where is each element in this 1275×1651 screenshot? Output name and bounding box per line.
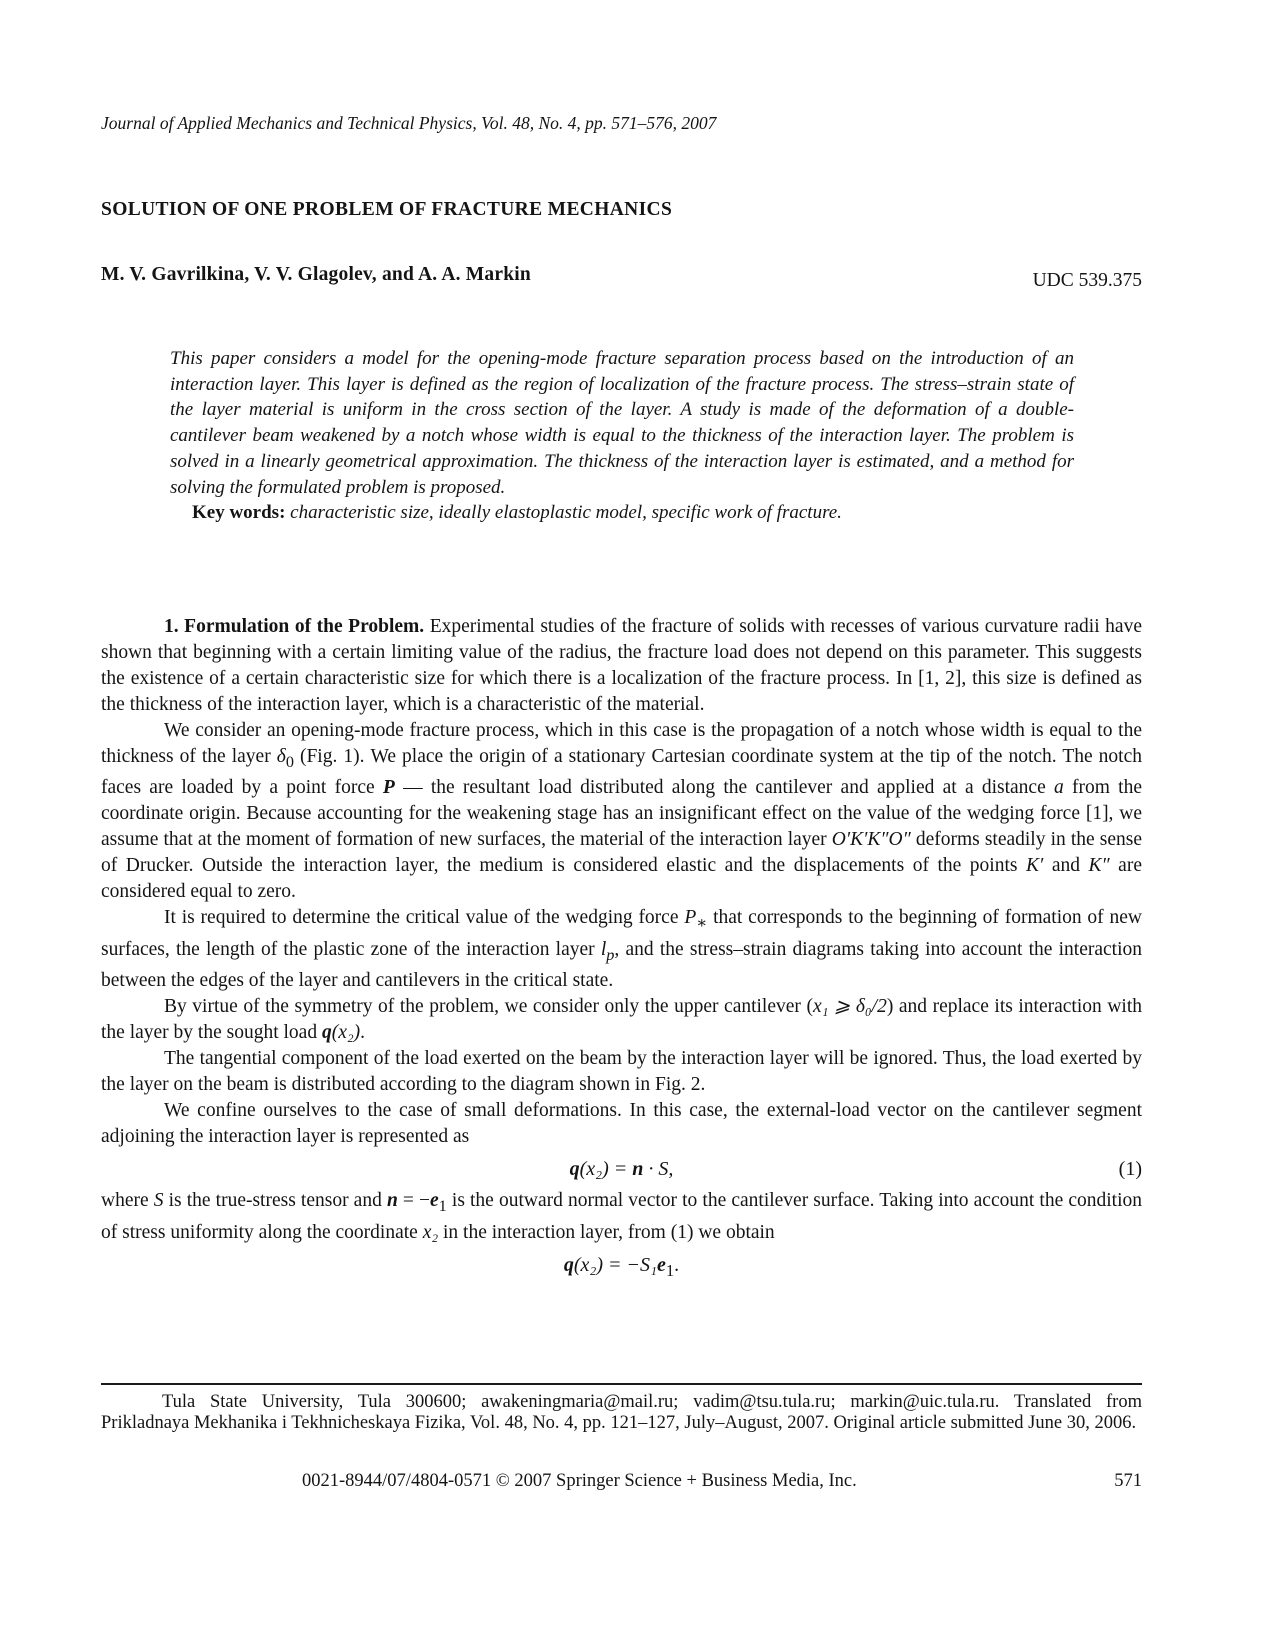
paragraph-text: By virtue of the symmetry of the problem, we consider only the upper cantilever ( — [164, 996, 813, 1018]
paragraph-text: — the resultant load distributed along the cantilever and applied at a distance — [394, 777, 1054, 799]
paragraph-text: It is required to determine the critical value of the wedging force — [164, 906, 685, 928]
paragraph-text: from the coordinate origin. Because accounting for the weakening stage has an insignificant effect on the value of the wedging force [1], we assume that at the moment of formation of new surfaces, the material of the interaction layer — [101, 777, 1142, 851]
math-var: S — [153, 1189, 164, 1211]
paragraph-1 — [101, 614, 1142, 718]
paragraph-text: . — [360, 1022, 365, 1044]
math-subscript: ∗ — [696, 913, 708, 932]
paragraph-text: (Fig. 1). We place the origin of a stationary Cartesian coordinate system at the tip of the notch. The notch faces are loaded by a point force — [101, 745, 1142, 799]
math-inline: = − — [397, 1189, 431, 1211]
math-vector: n — [632, 1157, 644, 1180]
udc-code: UDC 539.375 — [1032, 270, 1142, 291]
keywords-label: Key words: — [192, 502, 286, 524]
paragraph-text: are considered equal to zero. — [101, 855, 1142, 902]
abstract — [170, 346, 1074, 526]
math-var: a — [1054, 777, 1064, 799]
math-var: K′ — [1026, 855, 1044, 877]
math-var: O′K′K″O″ — [831, 829, 911, 851]
math-inline: x₁ ⩾ δ₀/2 — [812, 996, 887, 1018]
paragraph-text: We consider an opening-mode fracture process, which in this case is the propagation of a notch whose width is equal to the thickness of the layer — [101, 719, 1142, 767]
math-vector: q — [563, 1253, 574, 1276]
math-vector: q — [569, 1157, 580, 1180]
paragraph-6: We confine ourselves to the case of small deformations. In this case, the external-load vector on the cantilever segment adjoining the interaction layer is represented as — [101, 1099, 1142, 1147]
paragraph-3 — [101, 905, 1142, 995]
paragraph-text: in the interaction layer, from (1) we obtain — [438, 1221, 775, 1243]
footnote: Tula State University, Tula 300600; awakeningmaria@mail.ru; vadim@tsu.tula.ru; markin@uic.tula.ru. Translated from Prikladnaya Mekhanika i Tekhnicheskaya Fizika, Vol. 48, No. 4, pp. 121–127, July–August, 2007. Original article submitted June 30, 2006. — [101, 1392, 1142, 1433]
math-var: x₂ — [422, 1221, 439, 1243]
math-vector: q — [321, 1022, 332, 1044]
article-title: SOLUTION OF ONE PROBLEM OF FRACTURE MECHANICS — [101, 199, 673, 220]
paragraph-text: where — [101, 1189, 154, 1211]
equation-1 — [101, 1150, 1142, 1188]
math-vector: e — [430, 1189, 439, 1211]
math-inline: · S, — [643, 1157, 674, 1180]
math-vector: n — [386, 1189, 398, 1211]
paragraph-text: Experimental studies of the fracture of solids with recesses of various curvature radii have shown that beginning with a certain limiting value of the radius, the fracture load does not depend on this parameter. This suggests the existence of a certain characteristic size for which there is a localization of the fracture process. In [1, 2], this size is defined as the thickness of the interaction layer, which is a characteristic of the material. — [101, 616, 1142, 715]
paragraph-text: , and the stress–strain diagrams taking into account the interaction between the edges of the layer and cantilevers in the critical state. — [101, 938, 1142, 992]
footnote-rule — [101, 1383, 1142, 1385]
section-1 — [101, 614, 1142, 1284]
math-var: P — [684, 906, 697, 928]
paragraph-4 — [101, 994, 1142, 1046]
page-number: 571 — [1114, 1471, 1142, 1491]
math-subscript: p — [606, 945, 615, 964]
keywords-line — [170, 500, 1074, 526]
paragraph-text: is the true-stress tensor and — [163, 1189, 387, 1211]
copyright-line: 0021-8944/07/4804-0571 © 2007 Springer Science + Business Media, Inc. — [302, 1471, 857, 1491]
equation-2 — [101, 1246, 1142, 1284]
math-inline: (x₂) = −S₁ — [573, 1253, 657, 1276]
paragraph-5: The tangential component of the load exerted on the beam by the interaction layer will be ignored. Thus, the load exerted by the layer on the beam is distributed according to the diagram shown in Fig. 2. — [101, 1048, 1142, 1096]
math-var: K″ — [1088, 855, 1110, 877]
paragraph-text: and — [1043, 855, 1089, 877]
running-head: Journal of Applied Mechanics and Technical Physics, Vol. 48, No. 4, pp. 571–576, 2007 — [101, 113, 717, 133]
math-inline: (x₂) = — [579, 1157, 633, 1180]
paragraph-text: that corresponds to the beginning of formation of new surfaces, the length of the plastic zone of the interaction layer — [101, 906, 1142, 960]
keywords-text: characteristic size, ideally elastoplastic model, specific work of fracture. — [290, 502, 842, 524]
math-subscript: 0 — [285, 752, 294, 771]
math-vector: e — [656, 1253, 666, 1276]
math-var: l — [600, 938, 607, 960]
paragraph-text: is the outward normal vector to the cantilever surface. Taking into account the condition of stress uniformity along the coordinate — [101, 1189, 1142, 1243]
equation-number: (1) — [1118, 1157, 1142, 1180]
section-heading: 1. Formulation of the Problem. — [164, 616, 425, 637]
math-var: δ — [276, 745, 286, 767]
paragraph-text: deforms steadily in the sense of Drucker. Outside the interaction layer, the medium is considered elastic and the displacements of the points — [101, 829, 1142, 877]
math-inline: . — [674, 1253, 680, 1276]
math-subscript: 1 — [438, 1196, 447, 1215]
paragraph-7 — [101, 1188, 1142, 1246]
paragraph-2 — [101, 718, 1142, 905]
math-subscript: 1 — [665, 1260, 675, 1280]
abstract-text: This paper considers a model for the opening-mode fracture separation process based on the introduction of an interaction layer. This layer is defined as the region of localization of the fracture process. The stress–strain state of the layer material is uniform in the cross section of the layer. A study is made of the deformation of a double-cantilever beam weakened by a notch whose width is equal to the thickness of the interaction layer. The problem is solved in a linearly geometrical approximation. The thickness of the interaction layer is estimated, and a method for solving the formulated problem is proposed. — [170, 348, 1074, 498]
paragraph-text: ) and replace its interaction with the layer by the sought load — [101, 996, 1142, 1044]
author-list: M. V. Gavrilkina, V. V. Glagolev, and A. A. Markin — [101, 264, 531, 285]
math-vector: P — [382, 777, 395, 799]
math-inline: (x₂) — [331, 1022, 361, 1044]
